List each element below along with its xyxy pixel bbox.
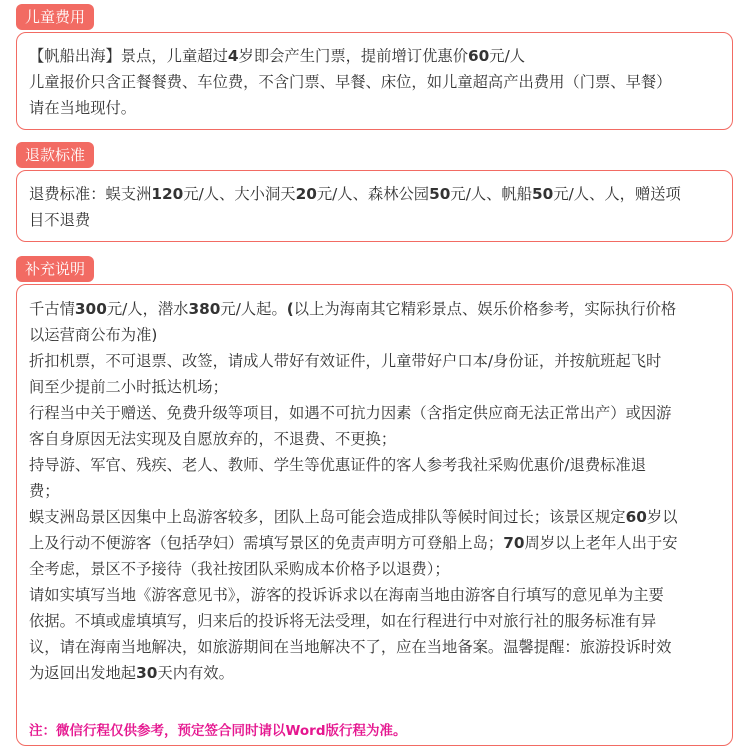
children-fee-box [16, 32, 733, 130]
children-fee-line-2: 儿童报价只含正餐餐费、车位费，不含门票、早餐、床位，如儿童超高产出费用（门票、早餐） [29, 73, 672, 91]
supplement-box [16, 284, 733, 746]
supplement-line-3: 折扣机票，不可退票、改签，请成人带好有效证件，儿童带好户口本/身份证，并按航班起飞时 [29, 352, 662, 370]
refund-tag: 退款标准 [16, 142, 94, 168]
supplement-line-14: 议，请在海南当地解决，如旅游期间在当地解决不了，应在当地备案。温馨提醒：旅游投诉时效 [29, 638, 672, 656]
children-fee-line-1: 【帆船出海】景点，儿童超过4岁即会产生门票，提前增订优惠价60元/人 [29, 47, 526, 65]
supplement-line-13: 依据。不填或虚填填写，归来后的投诉将无法受理，如在行程进行中对旅行社的服务标准有异 [29, 612, 657, 630]
supplement-line-2: 以运营商公布为准) [29, 326, 158, 344]
supplement-line-9: 蜈支洲岛景区因集中上岛游客较多，团队上岛可能会造成排队等候时间过长；该景区规定60岁以 [29, 508, 678, 526]
supplement-line-8: 费； [29, 482, 60, 500]
supplement-line-11: 全考虑，景区不予接待（我社按团队采购成本价格予以退费）； [29, 560, 450, 578]
children-fee-tag: 儿童费用 [16, 4, 94, 30]
supplement-line-7: 持导游、军官、残疾、老人、教师、学生等优惠证件的客人参考我社采购优惠价/退费标准退 [29, 456, 647, 474]
refund-line-1: 退费标准：蜈支洲120元/人、大小洞天20元/人、森林公园50元/人、帆船50元/人、人，赠送项 [29, 185, 681, 203]
refund-line-2: 目不退费 [29, 211, 91, 229]
supplement-line-15: 为返回出发地起30天内有效。 [29, 664, 234, 682]
supplement-line-12: 请如实填写当地《游客意见书》，游客的投诉诉求以在海南当地由游客自行填写的意见单为主要 [29, 586, 664, 604]
supplement-line-5: 行程当中关于赠送、免费升级等项目，如遇不可抗力因素（含指定供应商无法正常出产）或因游 [29, 404, 672, 422]
supplement-line-1: 千古情300元/人，潜水380元/人起。(以上为海南其它精彩景点、娱乐价格参考，实际执行价格 [29, 300, 677, 318]
children-fee-section [16, 4, 733, 130]
supplement-tag: 补充说明 [16, 256, 94, 282]
refund-box [16, 170, 733, 242]
supplement-line-10: 上及行动不便游客（包括孕妇）需填写景区的免责声明方可登船上岛；70周岁以上老年人出于安 [29, 534, 678, 552]
supplement-section [16, 256, 733, 746]
children-fee-line-3: 请在当地现付。 [29, 99, 137, 117]
supplement-note: 注：微信行程仅供参考，预定签合同时请以Word版行程为准。 [29, 723, 407, 739]
supplement-line-6: 客自身原因无法实现及自愿放弃的，不退费、不更换； [29, 430, 397, 448]
supplement-line-4: 间至少提前二小时抵达机场； [29, 378, 228, 396]
refund-section [16, 142, 733, 242]
